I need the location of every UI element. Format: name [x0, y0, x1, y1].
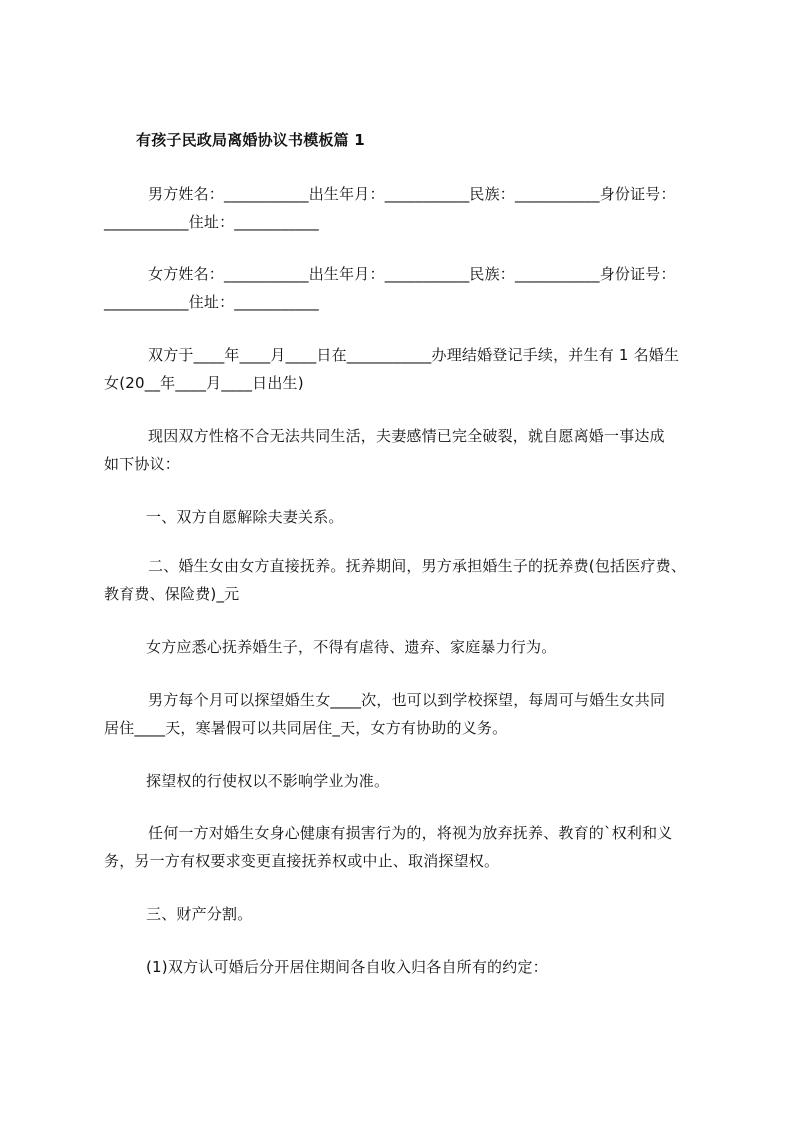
paragraph-line: 男方每个月可以探望婚生女____次，也可以到学校探望，每周可与婚生女共同	[148, 691, 666, 709]
paragraph-line: 二、婚生女由女方直接抚养。抚养期间，男方承担婚生子的抚养费(包括医疗费、	[148, 557, 687, 575]
paragraph-line: 双方于____年____月____日在___________办理结婚登记手续，并生有 1 名婚生	[148, 346, 680, 364]
paragraph-line: 教育费、保险费)_元	[104, 585, 240, 603]
paragraph-line: 三、财产分割。	[146, 905, 253, 923]
paragraph-line: 男方姓名：___________出生年月：___________民族：___________身份证号：	[148, 185, 676, 203]
paragraph-line: ___________住址：___________	[104, 293, 320, 311]
paragraph-line: 女(20__年____月____日出生)	[104, 374, 304, 392]
paragraph-line: 女方姓名：___________出生年月：___________民族：___________身份证号：	[148, 265, 676, 283]
paragraph-line: 务，另一方有权要求变更直接抚养权或中止、取消探望权。	[104, 852, 500, 870]
paragraph-line: 任何一方对婚生女身心健康有损害行为的，将视为放弃抚养、教育的`权利和义	[148, 824, 673, 842]
paragraph-line: ___________住址：___________	[104, 213, 320, 231]
paragraph-line: 探望权的行使权以不影响学业为准。	[146, 772, 390, 790]
paragraph-line: 女方应悉心抚养婚生子，不得有虐待、遗弃、家庭暴力行为。	[146, 638, 557, 656]
paragraph-line: 如下协议：	[104, 455, 181, 473]
paragraph-line: 居住____天，寒暑假可以共同居住_天，女方有协助的义务。	[104, 719, 508, 737]
paragraph-line: 现因双方性格不合无法共同生活，夫妻感情已完全破裂，就自愿离婚一事达成	[148, 427, 665, 445]
paragraph-line: 一、双方自愿解除夫妻关系。	[146, 508, 344, 526]
paragraph-line: (1)双方认可婚后分开居住期间各自收入归各自所有的约定：	[146, 958, 548, 976]
document-title: 有孩子民政局离婚协议书模板篇 1	[136, 131, 365, 149]
